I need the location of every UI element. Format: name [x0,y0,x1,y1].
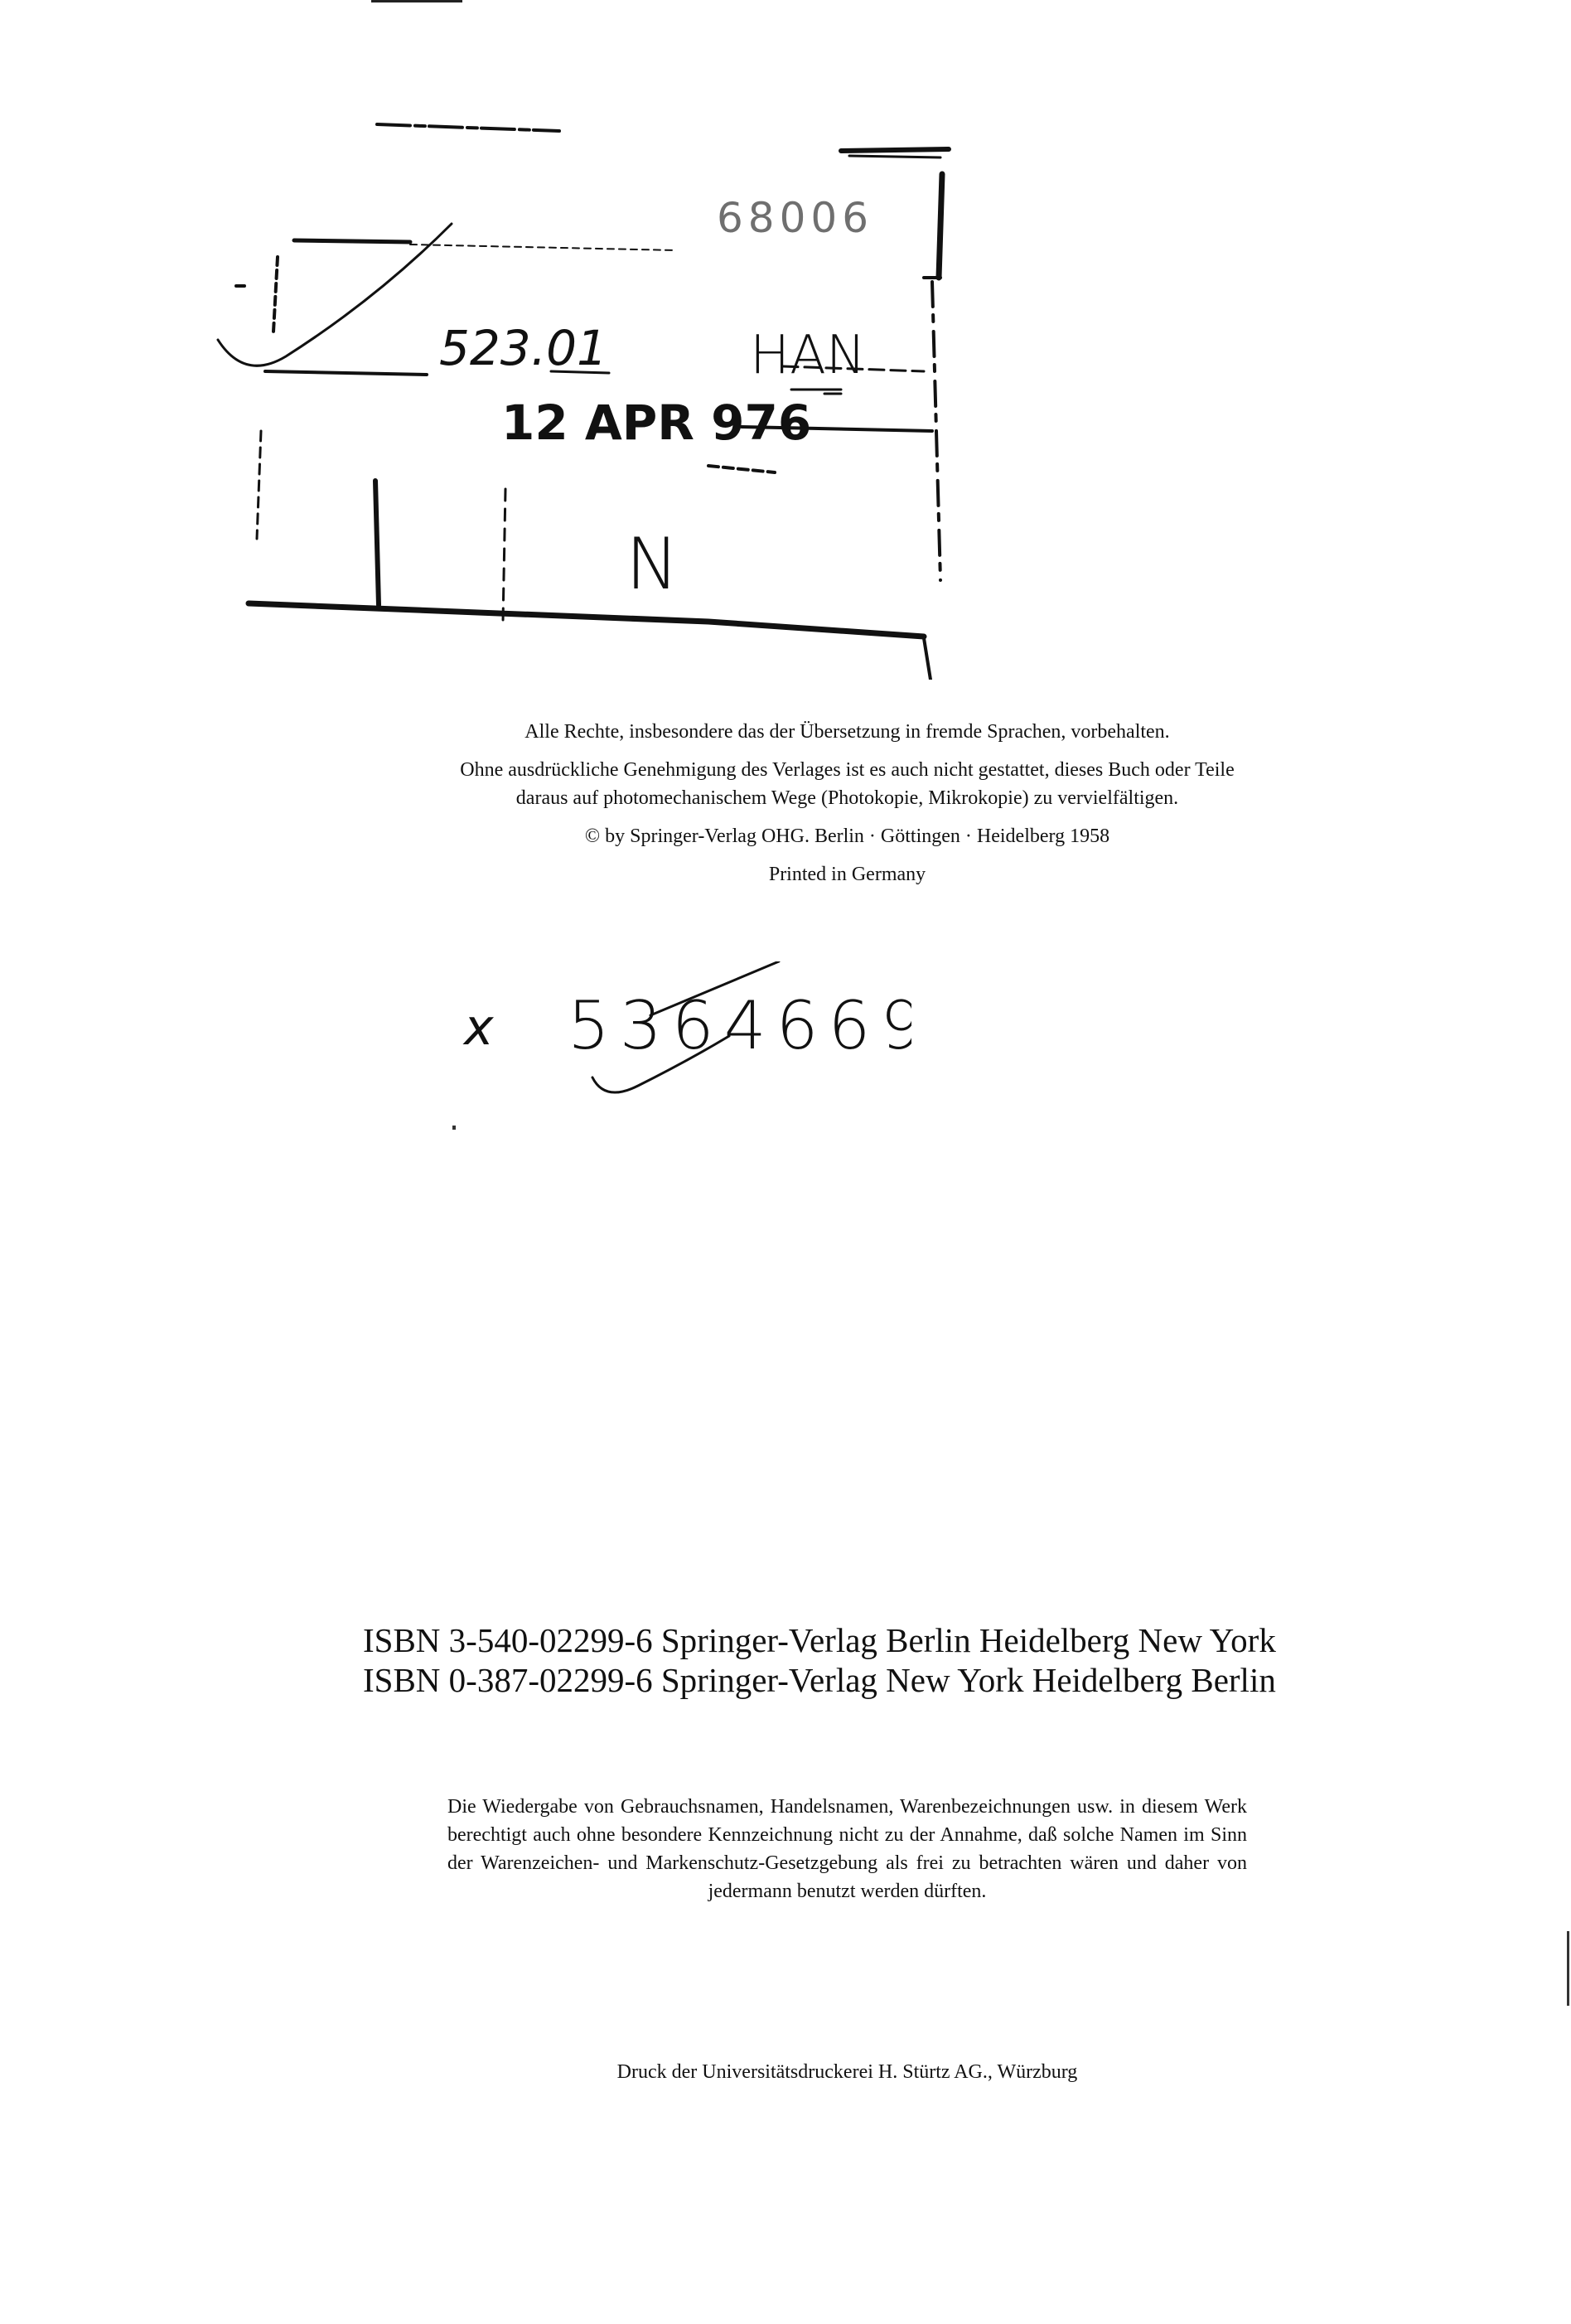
stamp-date: 12 APR 976 [501,395,812,451]
rights-line-translation: Alle Rechte, insbesondere das der Übersetzung in fremde Sprachen, vorbehalten. [524,721,1170,743]
isbn-line-2: ISBN 0-387-02299-6 Springer-Verlag New York Heidelberg Berlin [363,1661,1276,1699]
trademark-notice: Die Wiedergabe von Gebrauchsnamen, Handelsnamen, Warenbezeichnungen usw. in diesem Werk berechtigt auch ohne besondere Kennzeichnung nicht zu der Annahme, daß solche Namen im Sinn der Warenzeichen- und Markenschutz-Gesetzgebung als frei zu betrachten wären und daher von jedermann benutzt werden dürften. [447,1796,1247,1902]
stamp-location-code: HAN [750,325,866,386]
rights-notice [447,718,1247,898]
top-rule [371,0,462,2]
stray-mark [452,1126,456,1130]
printer-line: Druck der Universitätsdruckerei H. Stürtz AG., Würzburg [616,2061,1078,2083]
rights-line-reproduction: Ohne ausdrückliche Genehmigung des Verlages ist es auch nicht gestattet, dieses Buch oder Teile daraus auf photomechanischem Wege (Photokopie, Mikrokopie) zu vervielfältigen. [460,759,1235,809]
stamp-letter: N [626,523,679,606]
stamp-faded-number: 68006 [717,194,874,242]
stamp-classification: 523.01 [439,320,607,376]
accession-digits: 5364669 [568,987,911,1064]
accession-number [447,961,911,1127]
isbn-block [363,1620,1357,1700]
library-stamp-drawing [211,108,961,680]
copyright-line: © by Springer-Verlag OHG. Berlin · Göttingen · Heidelberg 1958 [584,826,1110,847]
printed-in-line: Printed in Germany [768,864,926,885]
accession-prefix: x [464,999,494,1057]
library-stamp [211,108,961,680]
accession-drawing [447,961,911,1127]
isbn-line-1: ISBN 3-540-02299-6 Springer-Verlag Berlin Heidelberg New York [363,1621,1276,1659]
edge-mark [1567,1931,1569,2006]
